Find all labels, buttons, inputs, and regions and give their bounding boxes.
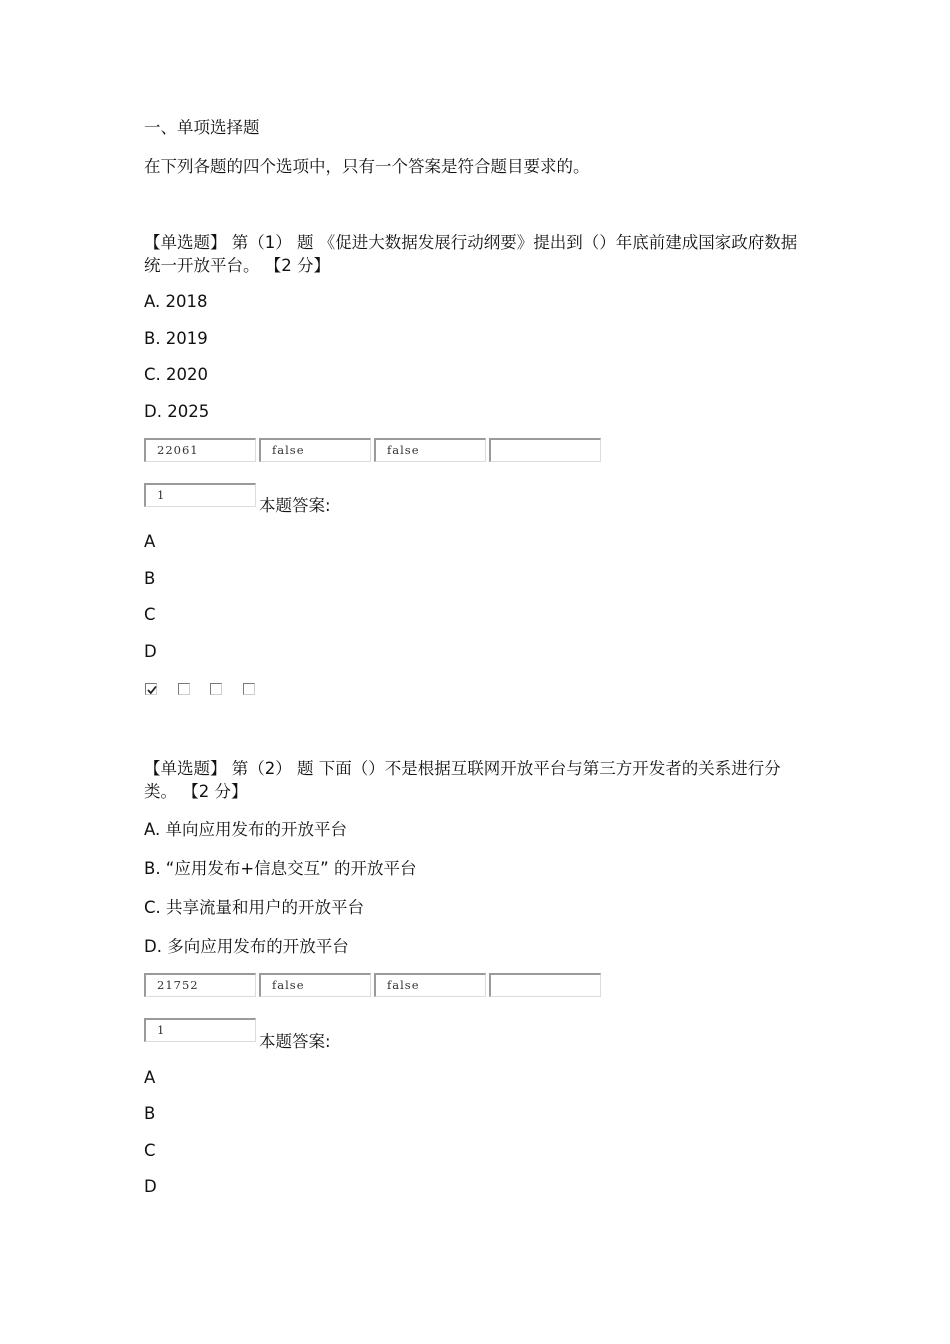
question-1-checkbox-a[interactable] bbox=[145, 683, 157, 695]
question-1-id-field[interactable]: 22061 bbox=[144, 438, 256, 462]
question-1-option-a: A. 2018 bbox=[144, 292, 208, 311]
question-1-answer-choice-b: B bbox=[144, 569, 156, 588]
question-1-empty-field[interactable] bbox=[489, 438, 601, 462]
question-1-checkbox-d[interactable] bbox=[243, 683, 255, 695]
question-2-option-c: C. 共享流量和用户的开放平台 bbox=[144, 898, 365, 917]
question-1-flag-field-1[interactable]: false bbox=[259, 438, 371, 462]
question-1-checkbox-c[interactable] bbox=[210, 683, 222, 695]
question-1-answer-label: 本题答案: bbox=[259, 496, 331, 515]
question-1-answer-choice-d: D bbox=[144, 642, 157, 661]
question-2-flag-field-2[interactable]: false bbox=[374, 973, 486, 997]
question-1-stem: 【单选题】 第（1） 题 《促进大数据发展行动纲要》提出到（）年底前建成国家政府数据统一开放平台。 【2 分】 bbox=[144, 233, 798, 275]
question-2-empty-field[interactable] bbox=[489, 973, 601, 997]
question-1-option-b: B. 2019 bbox=[144, 329, 208, 348]
question-2-answer-choice-a: A bbox=[144, 1068, 156, 1087]
question-1-answer-choice-c: C bbox=[144, 605, 156, 624]
question-1-answer-choice-a: A bbox=[144, 532, 156, 551]
question-2-stem: 【单选题】 第（2） 题 下面（）不是根据互联网开放平台与第三方开发者的关系进行分类。 【2 分】 bbox=[144, 759, 781, 801]
question-2-answer-choice-d: D bbox=[144, 1177, 157, 1196]
question-2-count-field[interactable]: 1 bbox=[144, 1018, 256, 1042]
section-title: 一、单项选择题 bbox=[144, 118, 260, 137]
question-2-flag-field-1[interactable]: false bbox=[259, 973, 371, 997]
question-2-id-field[interactable]: 21752 bbox=[144, 973, 256, 997]
question-2-option-d: D. 多向应用发布的开放平台 bbox=[144, 937, 349, 956]
question-2-option-b: B. “应用发布+信息交互” 的开放平台 bbox=[144, 859, 417, 878]
question-1-option-c: C. 2020 bbox=[144, 365, 209, 384]
question-1-flag-field-2[interactable]: false bbox=[374, 438, 486, 462]
question-2-answer-choice-b: B bbox=[144, 1104, 156, 1123]
section-instruction: 在下列各题的四个选项中，只有一个答案是符合题目要求的。 bbox=[144, 157, 590, 176]
question-2-answer-label: 本题答案: bbox=[259, 1032, 331, 1051]
question-1-option-d: D. 2025 bbox=[144, 402, 210, 421]
question-1-checkbox-b[interactable] bbox=[178, 683, 190, 695]
checkmark-icon bbox=[146, 684, 158, 696]
question-1-count-field[interactable]: 1 bbox=[144, 483, 256, 507]
question-2-option-a: A. 单向应用发布的开放平台 bbox=[144, 820, 347, 839]
question-2-answer-choice-c: C bbox=[144, 1141, 156, 1160]
